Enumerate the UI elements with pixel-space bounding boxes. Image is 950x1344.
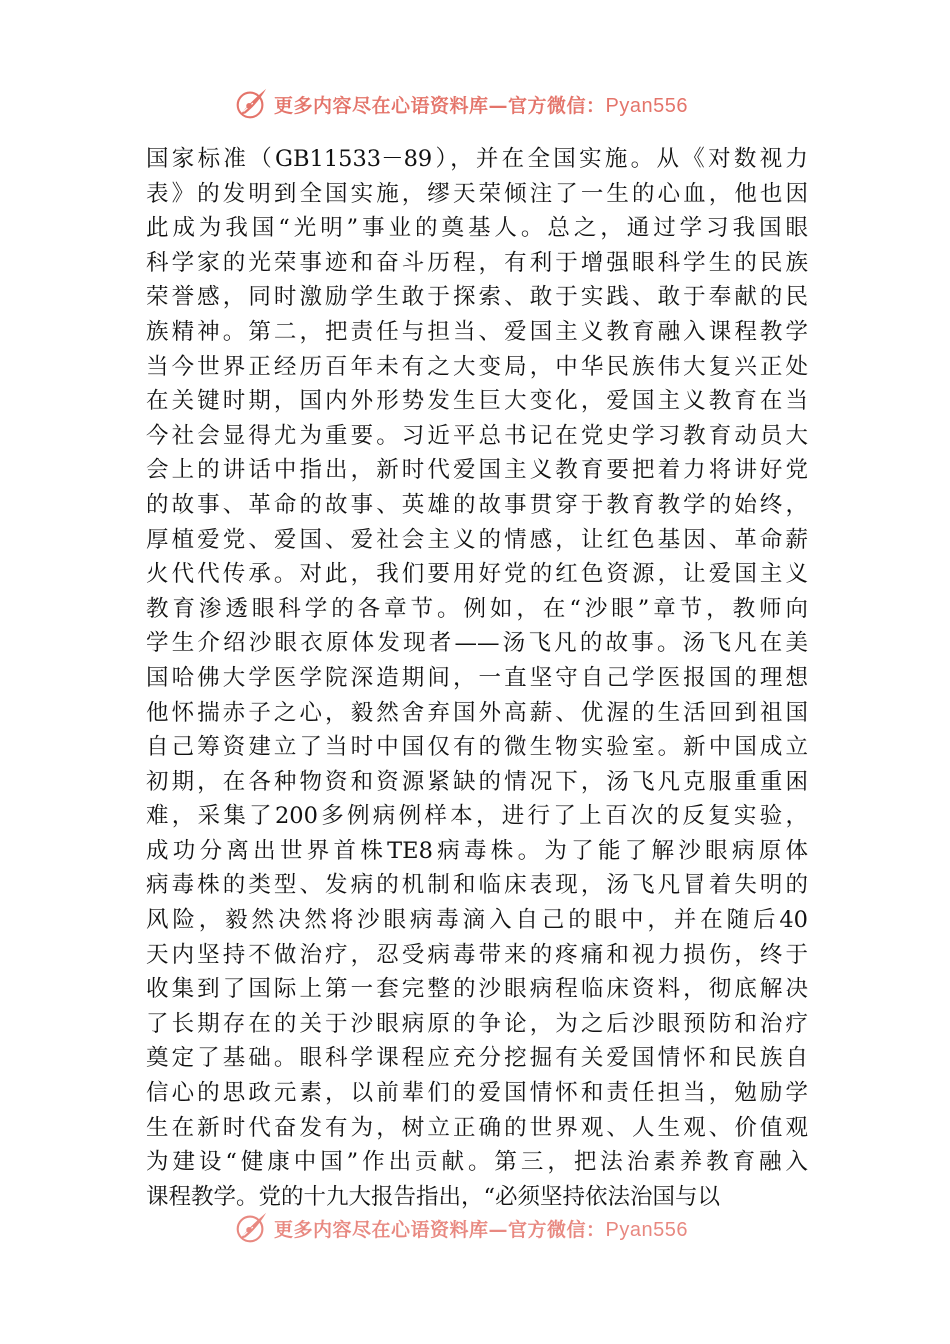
text-line: 成功分离出世界首株TE8病毒株。为了能了解沙眼病原体 [146, 837, 808, 864]
text-line: 学生介绍沙眼衣原体发现者——汤飞凡的故事。汤飞凡在美 [146, 630, 808, 657]
text-line: 课程教学。党的十九大报告指出，“必须坚持依法治国与以 [146, 1183, 721, 1210]
text-line: 族精神。第二，把责任与担当、爱国主义教育融入课程教学 [146, 318, 808, 345]
text-line: 科学家的光荣事迹和奋斗历程，有利于增强眼科学生的民族 [146, 249, 808, 276]
quill-logo-icon [232, 1209, 270, 1247]
header-watermark [232, 84, 752, 124]
body-text [146, 142, 808, 1214]
text-line: 今社会显得尤为重要。习近平总书记在党史学习教育动员大 [146, 422, 808, 449]
text-line: 火代代传承。对此，我们要用好党的红色资源，让爱国主义 [146, 561, 808, 588]
text-line: 了长期存在的关于沙眼病原的争论，为之后沙眼预防和治疗 [146, 1010, 808, 1037]
text-line: 会上的讲话中指出，新时代爱国主义教育要把着力将讲好党 [146, 457, 808, 484]
text-line: 生在新时代奋发有为，树立正确的世界观、人生观、价值观 [146, 1114, 808, 1141]
text-line: 难，采集了200多例病例样本，进行了上百次的反复实验， [146, 803, 808, 830]
text-line: 他怀揣赤子之心，毅然舍弃国外高薪、优渥的生活回到祖国 [146, 699, 808, 726]
text-line: 教育渗透眼科学的各章节。例如，在“沙眼”章节，教师向 [146, 595, 808, 622]
watermark-text: 更多内容尽在心语资料库—官方微信：Pyan556 [274, 1218, 688, 1241]
footer-watermark [232, 1208, 752, 1248]
text-line: 当今世界正经历百年未有之大变局，中华民族伟大复兴正处 [146, 353, 808, 380]
text-line: 奠定了基础。眼科学课程应充分挖掘有关爱国情怀和民族自 [146, 1045, 808, 1072]
text-line: 国家标准（GB11533－89），并在全国实施。从《对数视力 [146, 146, 808, 172]
text-line: 此成为我国“光明”事业的奠基人。总之，通过学习我国眼 [146, 215, 808, 242]
text-line: 信心的思政元素，以前辈们的爱国情怀和责任担当，勉励学 [146, 1080, 808, 1107]
watermark-id: Pyan556 [605, 1218, 688, 1241]
watermark-text: 更多内容尽在心语资料库—官方微信：Pyan556 [274, 94, 688, 117]
text-line: 厚植爱党、爱国、爱社会主义的情感，让红色基因、革命薪 [146, 526, 808, 553]
text-line: 病毒株的类型、发病的机制和临床表现，汤飞凡冒着失明的 [146, 872, 808, 899]
text-line: 风险，毅然决然将沙眼病毒滴入自己的眼中，并在随后40 [146, 907, 808, 934]
text-line: 的故事、革命的故事、英雄的故事贯穿于教育教学的始终， [146, 491, 808, 518]
text-line: 自己筹资建立了当时中国仅有的微生物实验室。新中国成立 [146, 734, 808, 761]
text-line: 天内坚持不做治疗，忍受病毒带来的疼痛和视力损伤，终于 [146, 941, 808, 968]
text-line: 在关键时期，国内外形势发生巨大变化，爱国主义教育在当 [146, 388, 808, 415]
text-line: 为建设“健康中国”作出贡献。第三，把法治素养教育融入 [146, 1149, 808, 1176]
text-line: 初期，在各种物资和资源紧缺的情况下，汤飞凡克服重重困 [146, 768, 808, 795]
text-line: 收集到了国际上第一套完整的沙眼病程临床资料，彻底解决 [146, 976, 808, 1003]
quill-logo-icon [232, 85, 270, 123]
text-line: 国哈佛大学医学院深造期间，一直坚守自己学医报国的理想 [146, 664, 808, 691]
text-line: 荣誉感，同时激励学生敢于探索、敢于实践、敢于奉献的民 [146, 284, 808, 311]
text-line: 表》的发明到全国实施，缪天荣倾注了一生的心血，他也因 [146, 180, 808, 207]
watermark-id: Pyan556 [605, 94, 688, 117]
